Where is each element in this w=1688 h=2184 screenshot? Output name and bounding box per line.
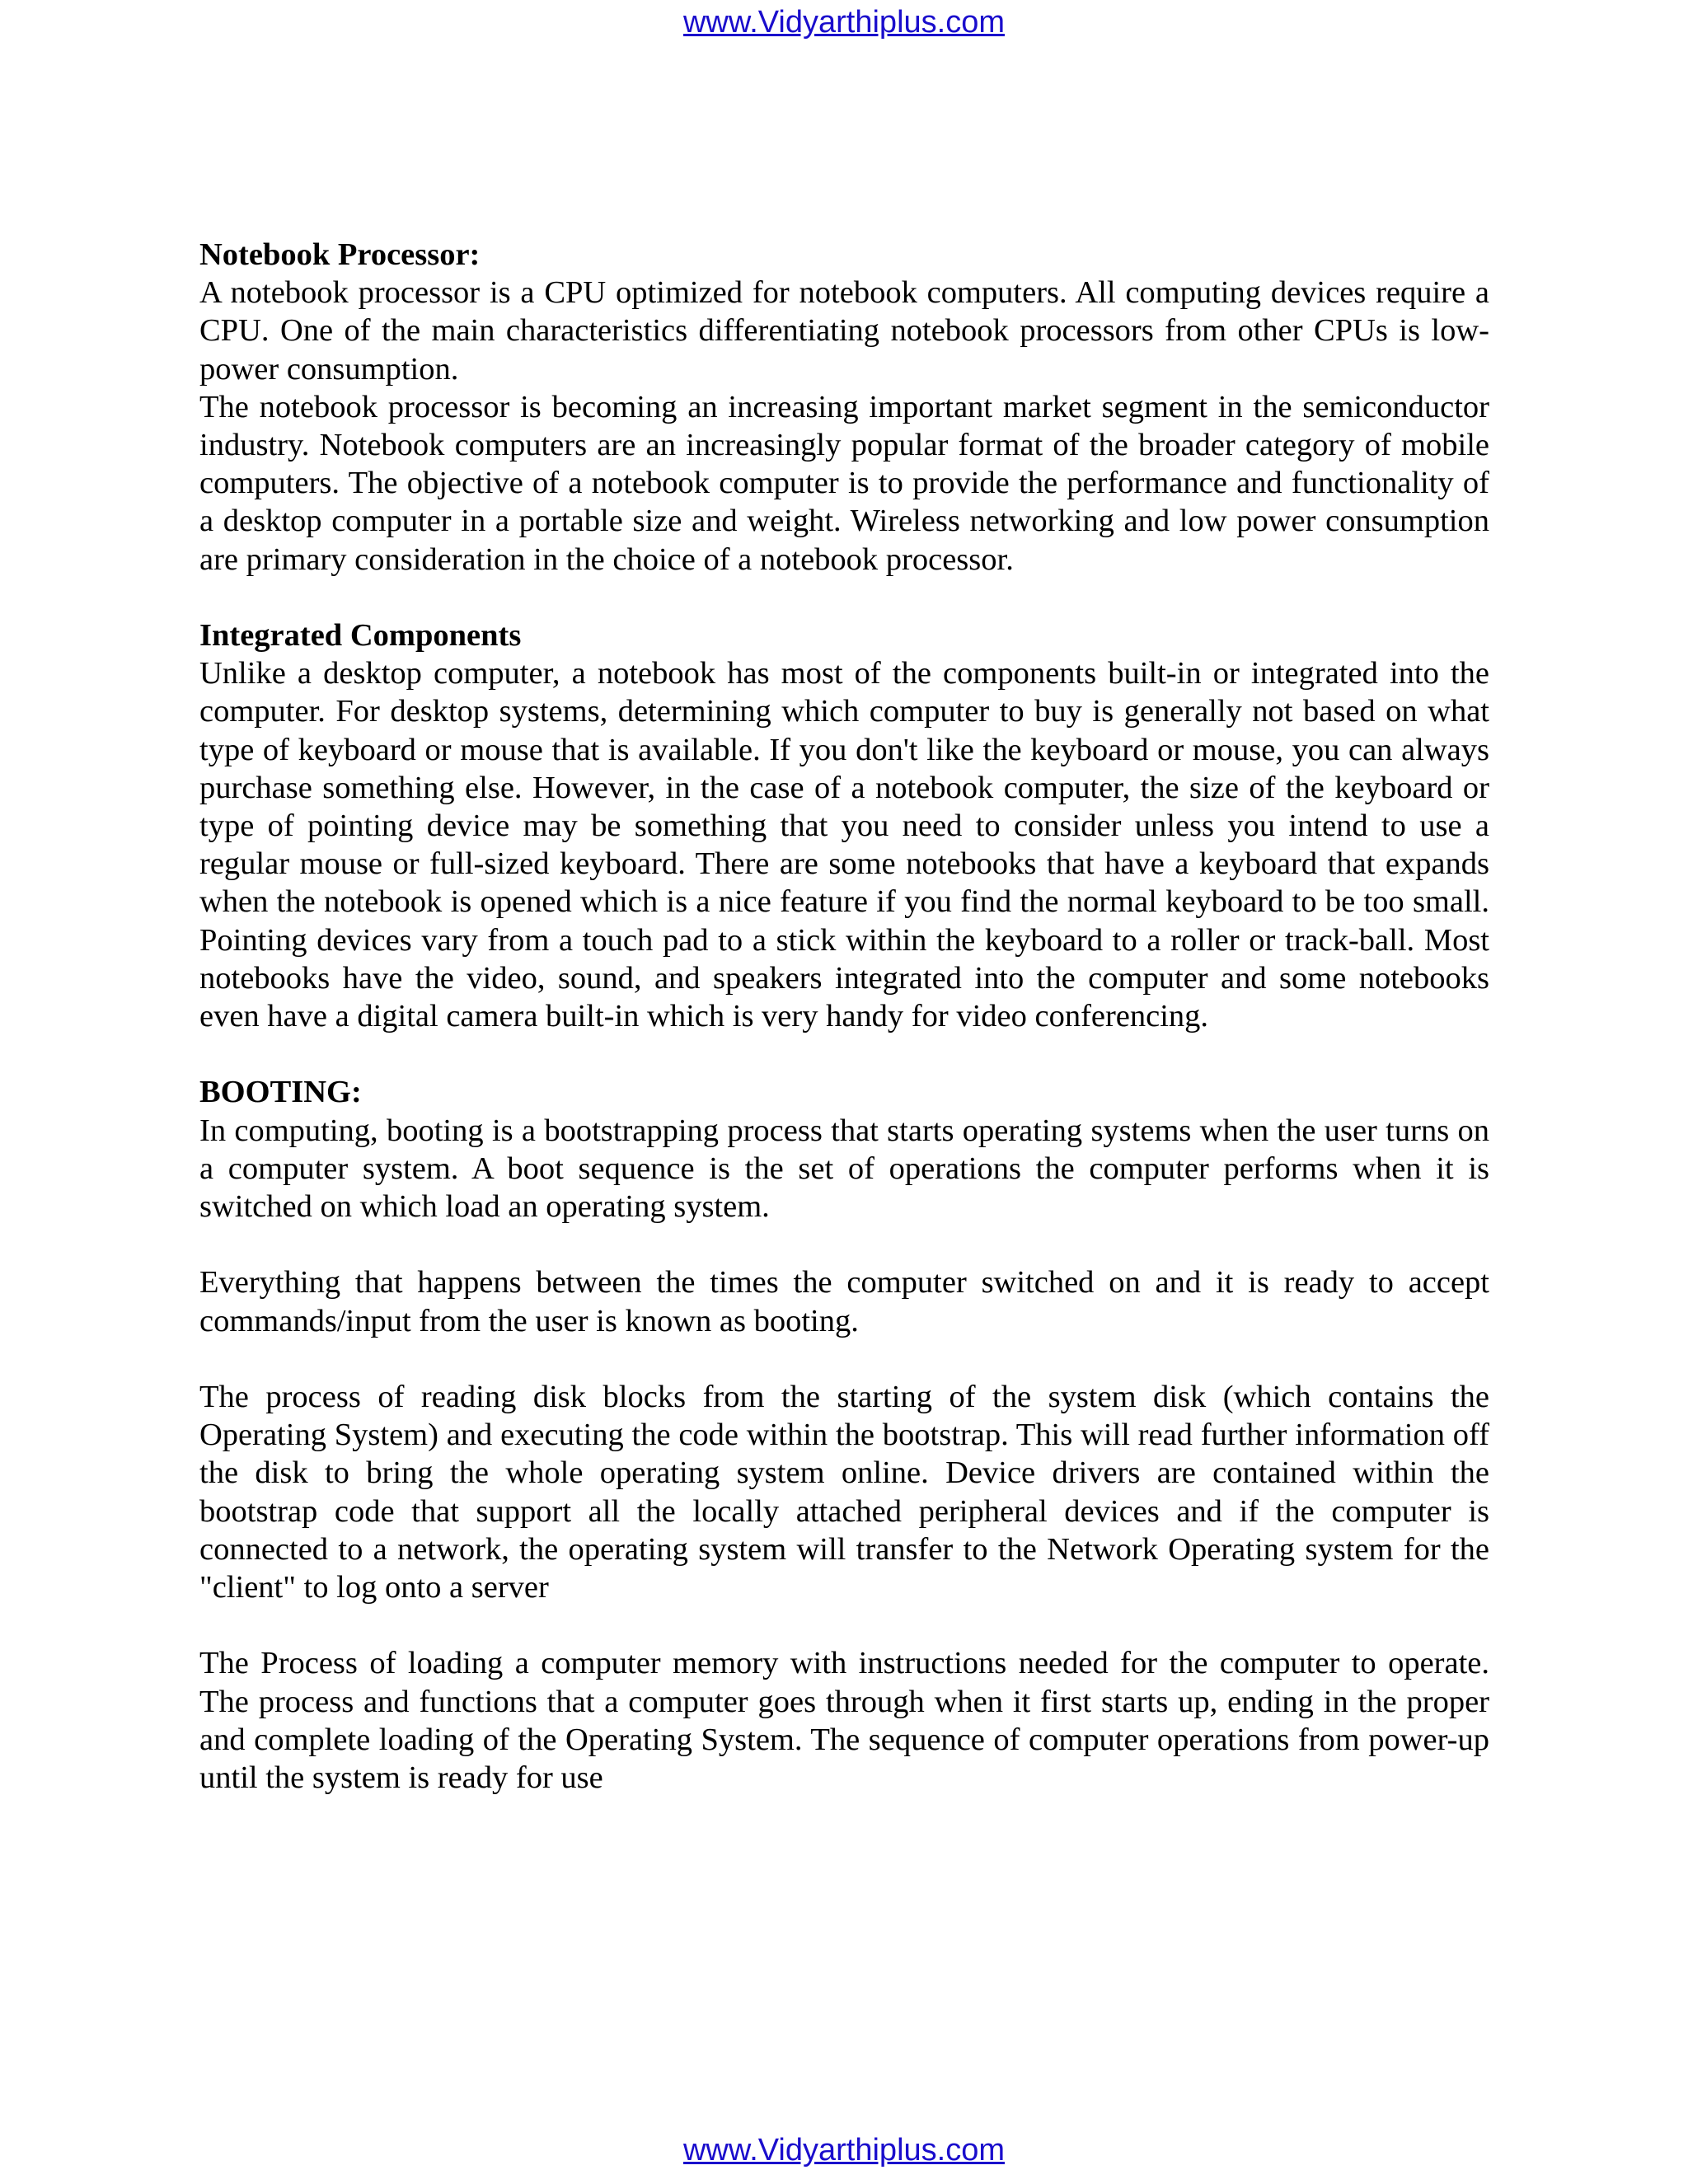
section-integrated-components [199,616,1489,1035]
header-site-link[interactable]: www.Vidyarthiplus.com [682,5,1005,40]
paragraph-spacer [199,579,1489,616]
paragraph-spacer [199,1340,1489,1378]
section-booting [199,1073,1489,1797]
footer-site-link[interactable]: www.Vidyarthiplus.com [682,2133,1005,2168]
paragraph: Unlike a desktop computer, a notebook has most of the components built-in or integrated into the computer. For desktop systems, determining which computer to buy is generally not based on what type of keyboard or mouse that is available. If you don't like the keyboard or mouse, you can always purchase something else. However, in the case of a notebook computer, the size of the keyboard or type of pointing device may be something that you need to consider unless you intend to use a regular mouse or full-sized keyboard. There are some notebooks that have a keyboard that expands when the notebook is opened which is a nice feature if you find the normal keyboard to be too small. Pointing devices vary from a touch pad to a stick within the keyboard to a roller or track-ball. Most notebooks have the video, sound, and speakers integrated into the computer and some notebooks even have a digital camera built-in which is very handy for video conferencing. [199,656,1489,1034]
paragraph-spacer [199,1226,1489,1263]
paragraph-spacer [199,1035,1489,1073]
paragraph: The process of reading disk blocks from the starting of the system disk (which contains the Operating System) and executing the code within the bootstrap. This will read further information off the disk to bring the whole operating system online. Device drivers are contained within the bootstrap code that support all the locally attached peripheral devices and if the computer is connected to a network, the operating system will transfer to the Network Operating system for the "client" to log onto a server [199,1380,1489,1605]
paragraph: The Process of loading a computer memory with instructions needed for the computer to operate. The process and functions that a computer goes through when it first starts up, ending in the proper and complete loading of the Operating System. The sequence of computer operations from power-up until the system is ready for use [199,1646,1489,1796]
paragraph: Everything that happens between the times the computer switched on and it is ready to accept commands/input from the user is known as booting. [199,1265,1489,1338]
document-body [199,236,1489,1797]
section-heading: Notebook Processor: [199,237,481,272]
paragraph: In computing, booting is a bootstrapping process that starts operating systems when the user turns on a computer system. A boot sequence is the set of operations the computer performs when it is switched on which load an operating system. [199,1113,1489,1225]
paragraph: A notebook processor is a CPU optimized for notebook computers. All computing devices require a CPU. One of the main characteristics differentiating notebook processors from other CPUs is low-power consumption. [199,275,1489,387]
paragraph: The notebook processor is becoming an increasing important market segment in the semiconductor industry. Notebook computers are an increasingly popular format of the broader category of mobile computers. The objective of a notebook computer is to provide the performance and functionality of a desktop computer in a portable size and weight. Wireless networking and low power consumption are primary consideration in the choice of a notebook processor. [199,389,1489,577]
section-heading: Integrated Components [199,618,522,654]
section-notebook-processor [199,236,1489,579]
paragraph-spacer [199,1606,1489,1644]
section-heading: BOOTING: [199,1075,362,1110]
